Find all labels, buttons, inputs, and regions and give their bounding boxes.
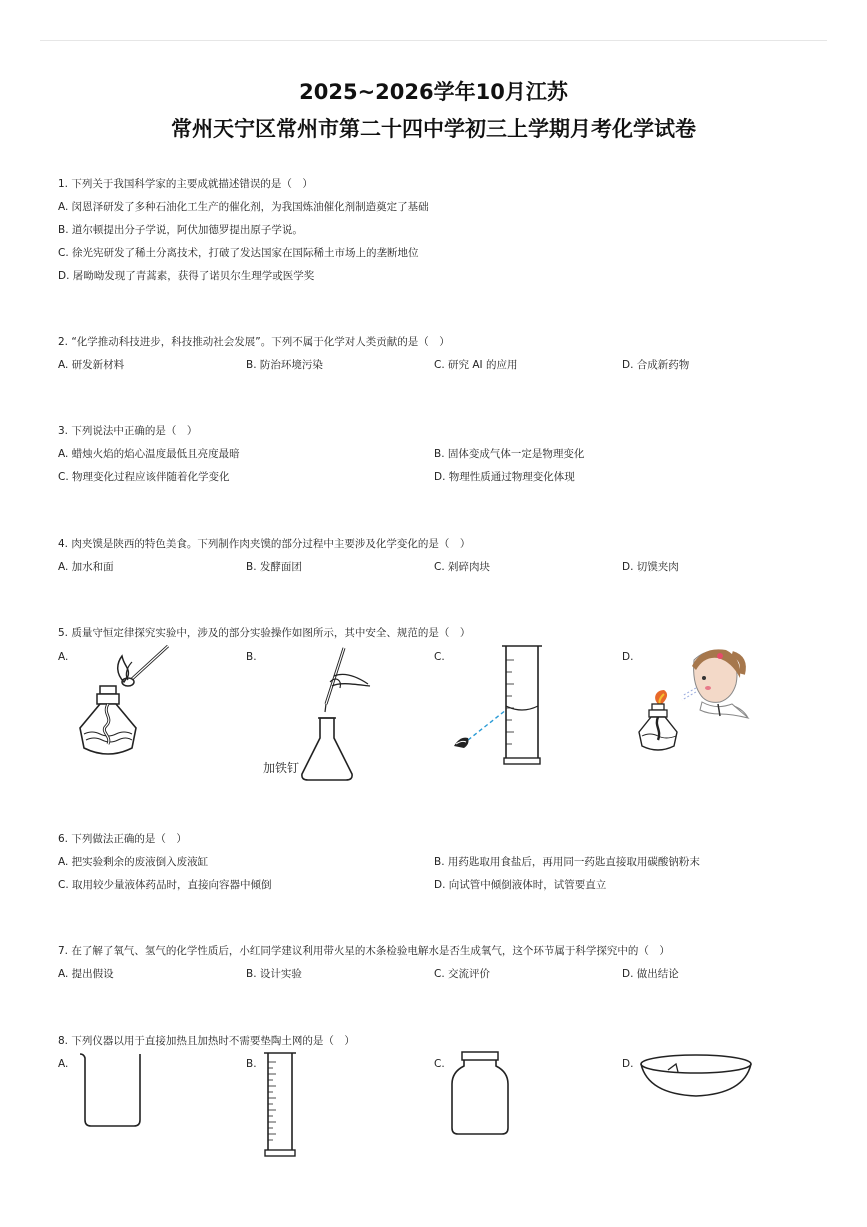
question-1-option-d[interactable]: D. 屠呦呦发现了青蒿素，获得了诺贝尔生理学或医学奖 — [58, 270, 315, 282]
question-3-option-d[interactable]: D. 物理性质通过物理变化体现 — [434, 471, 575, 483]
question-2-option-b[interactable]: B. 防治环境污染 — [246, 359, 323, 371]
alcohol-lamp-lighting-icon — [72, 644, 172, 764]
question-3-option-c[interactable]: C. 物理变化过程应该伴随着化学变化 — [58, 471, 230, 483]
girl-blowing-out-lamp-icon — [636, 644, 750, 758]
question-8-option-c[interactable]: C. — [434, 1058, 445, 1070]
page-title: 2025~2026学年10月江苏 — [299, 80, 568, 104]
graduated-cylinder-icon — [262, 1050, 298, 1160]
question-5-option-a[interactable]: A. — [58, 651, 69, 663]
question-2-stem: 2. “化学推动科技进步，科技推动社会发展”。下列不属于化学对人类贡献的是（ ） — [58, 336, 450, 348]
question-2-option-d[interactable]: D. 合成新药物 — [622, 359, 690, 371]
wide-mouth-bottle-icon — [446, 1050, 516, 1136]
question-7-option-b[interactable]: B. 设计实验 — [246, 968, 302, 980]
question-7-option-c[interactable]: C. 交流评价 — [434, 968, 491, 980]
question-2-option-a[interactable]: A. 研发新材料 — [58, 359, 125, 371]
header-divider — [40, 40, 827, 41]
question-4-stem: 4. 肉夹馍是陕西的特色美食。下列制作肉夹馍的部分过程中主要涉及化学变化的是（ ） — [58, 538, 471, 550]
question-3-stem: 3. 下列说法中正确的是（ ） — [58, 425, 198, 437]
question-5-option-d[interactable]: D. — [622, 651, 634, 663]
question-5-stem: 5. 质量守恒定律探究实验中，涉及的部分实验操作如图所示，其中安全、规范的是（ ） — [58, 627, 471, 639]
question-4-option-d[interactable]: D. 切馍夹肉 — [622, 561, 679, 573]
question-7-option-d[interactable]: D. 做出结论 — [622, 968, 679, 980]
evaporating-dish-icon — [638, 1052, 754, 1100]
question-5-option-c[interactable]: C. — [434, 651, 445, 663]
question-6-stem: 6. 下列做法正确的是（ ） — [58, 833, 187, 845]
question-5-option-b[interactable]: B. — [246, 651, 257, 663]
question-8-option-b[interactable]: B. — [246, 1058, 257, 1070]
question-7-option-a[interactable]: A. 提出假设 — [58, 968, 114, 980]
question-8-option-a[interactable]: A. — [58, 1058, 69, 1070]
question-4-option-a[interactable]: A. 加水和面 — [58, 561, 114, 573]
question-1-option-c[interactable]: C. 徐光宪研发了稀土分离技术，打破了发达国家在国际稀土市场上的垄断地位 — [58, 247, 419, 259]
question-4-option-c[interactable]: C. 剁碎肉块 — [434, 561, 491, 573]
question-4-option-b[interactable]: B. 发酵面团 — [246, 561, 302, 573]
graduated-cylinder-reading-icon — [448, 644, 548, 768]
question-3-option-b[interactable]: B. 固体变成气体一定是物理变化 — [434, 448, 585, 460]
question-8-option-d[interactable]: D. — [622, 1058, 634, 1070]
beaker-icon — [76, 1050, 146, 1130]
question-7-stem: 7. 在了解了氧气、氢气的化学性质后，小红同学建议利用带火星的木条检验电解水是否生成氧气，这个环节属于科学探究中的（ ） — [58, 945, 670, 957]
question-2-option-c[interactable]: C. 研究 AI 的应用 — [434, 359, 518, 371]
page-subtitle: 常州天宁区常州市第二十四中学初三上学期月考化学试卷 — [171, 117, 696, 141]
flask-adding-nail-icon — [296, 646, 380, 782]
question-6-option-c[interactable]: C. 取用较少量液体药品时，直接向容器中倾倒 — [58, 879, 272, 891]
question-6-option-a[interactable]: A. 把实验剩余的废液倒入废液缸 — [58, 856, 209, 868]
question-1-option-a[interactable]: A. 闵恩泽研发了多种石油化工生产的催化剂，为我国炼油催化剂制造奠定了基础 — [58, 201, 429, 213]
figure-label-add-nail: 加铁钉 — [263, 761, 300, 775]
question-6-option-d[interactable]: D. 向试管中倾倒液体时，试管要直立 — [434, 879, 607, 891]
question-1-stem: 1. 下列关于我国科学家的主要成就描述错误的是（ ） — [58, 178, 313, 190]
question-3-option-a[interactable]: A. 蜡烛火焰的焰心温度最低且亮度最暗 — [58, 448, 240, 460]
question-1-option-b[interactable]: B. 道尔顿提出分子学说，阿伏加德罗提出原子学说。 — [58, 224, 303, 236]
question-6-option-b[interactable]: B. 用药匙取用食盐后，再用同一药匙直接取用碳酸钠粉末 — [434, 856, 700, 868]
question-8-stem: 8. 下列仪器以用于直接加热且加热时不需要垫陶土网的是（ ） — [58, 1035, 355, 1047]
